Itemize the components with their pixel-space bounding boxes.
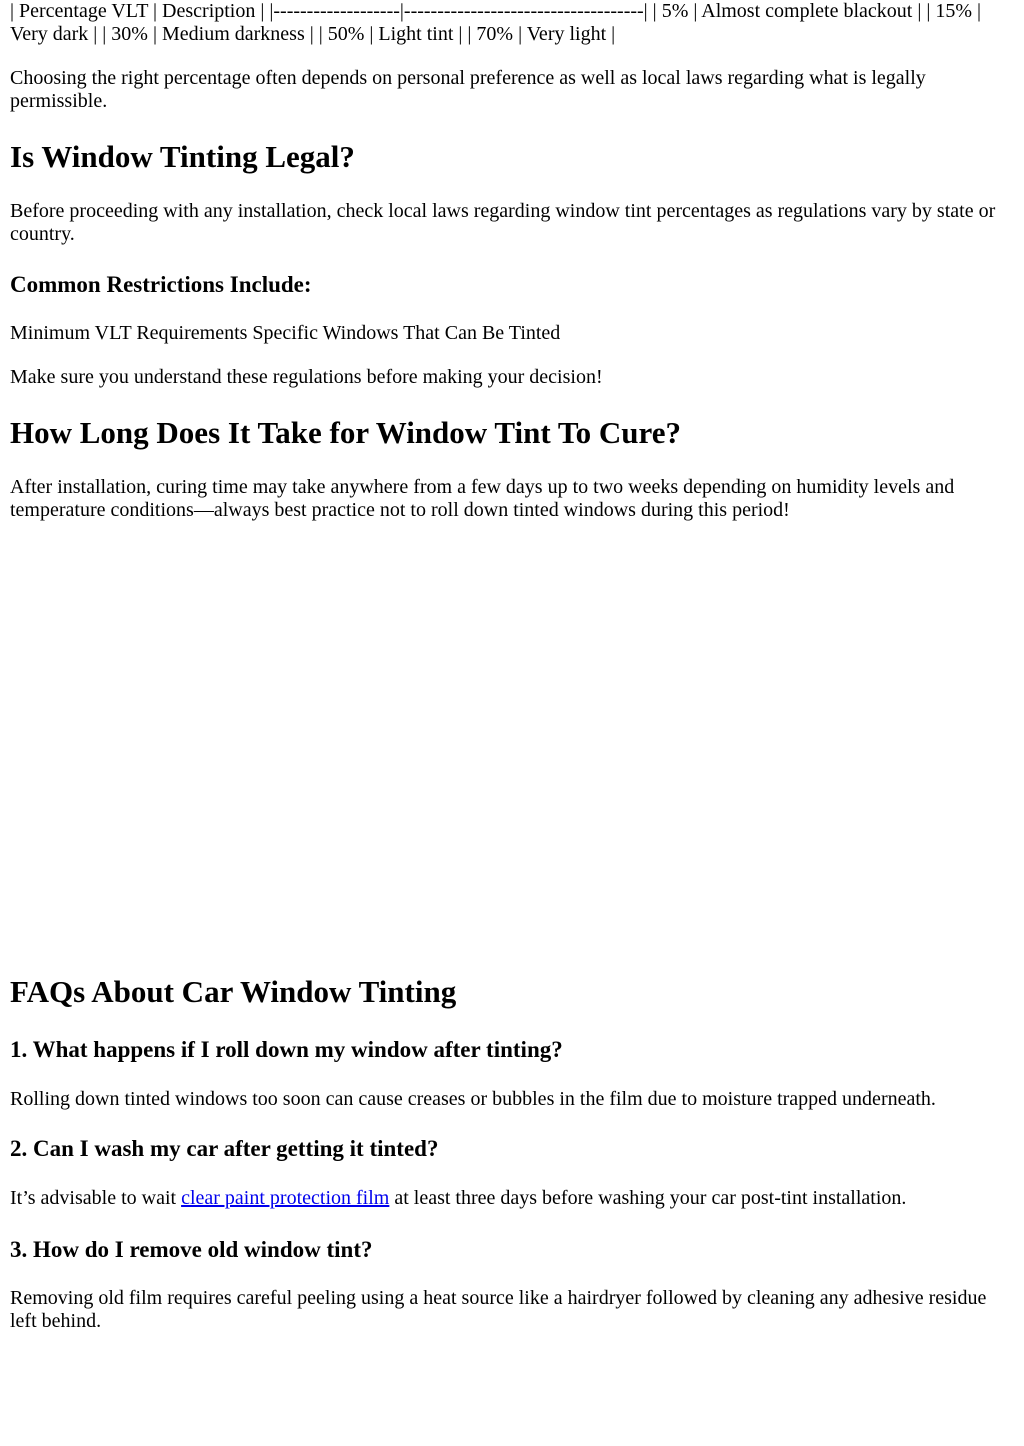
cure-heading: How Long Does It Take for Window Tint To Cure? bbox=[10, 415, 682, 450]
legal-paragraph: Before proceeding with any installation, check local laws regarding window tint percentages as regulations vary by state or country. bbox=[10, 200, 996, 245]
paint-protection-film-link[interactable]: clear paint protection film bbox=[181, 1187, 390, 1209]
vlt-table-text: | Percentage VLT | Description | |-------------------|------------------------------------| | 5% | Almost complete blackout | | 15% | Very dark | | 30% | Medium darkness | | 50% | Light tint | | 70% | Very light | bbox=[10, 0, 981, 45]
faq-answer-1: Rolling down tinted windows too soon can cause creases or bubbles in the film due to moisture trapped underneath. bbox=[10, 1088, 936, 1110]
regulations-closing: Make sure you understand these regulations before making your decision! bbox=[10, 366, 603, 388]
restrictions-list-text: Minimum VLT Requirements Specific Windows That Can Be Tinted bbox=[10, 322, 561, 344]
cure-paragraph: After installation, curing time may take anywhere from a few days up to two weeks depending on humidity levels and temperature conditions—always best practice not to roll down tinted windows during this period! bbox=[10, 476, 955, 521]
faq-question-1: 1. What happens if I roll down my window after tinting? bbox=[10, 1037, 563, 1062]
faq-answer-3: Removing old film requires careful peeling using a heat source like a hairdryer followed by cleaning any adhesive residue left behind. bbox=[10, 1287, 987, 1332]
faq-heading: FAQs About Car Window Tinting bbox=[10, 974, 457, 1009]
faq-answer-2 bbox=[10, 1187, 1010, 1210]
faq-answer-2-before: It’s advisable to wait bbox=[10, 1187, 182, 1209]
faq-question-3: 3. How do I remove old window tint? bbox=[10, 1237, 373, 1262]
faq-answer-2-after: at least three days before washing your car post-tint installation. bbox=[389, 1187, 907, 1209]
faq-question-2: 2. Can I wash my car after getting it tinted? bbox=[10, 1136, 439, 1161]
choosing-paragraph: Choosing the right percentage often depends on personal preference as well as local laws regarding what is legally permissible. bbox=[10, 67, 926, 112]
legal-heading: Is Window Tinting Legal? bbox=[10, 139, 355, 174]
restrictions-heading: Common Restrictions Include: bbox=[10, 272, 312, 297]
